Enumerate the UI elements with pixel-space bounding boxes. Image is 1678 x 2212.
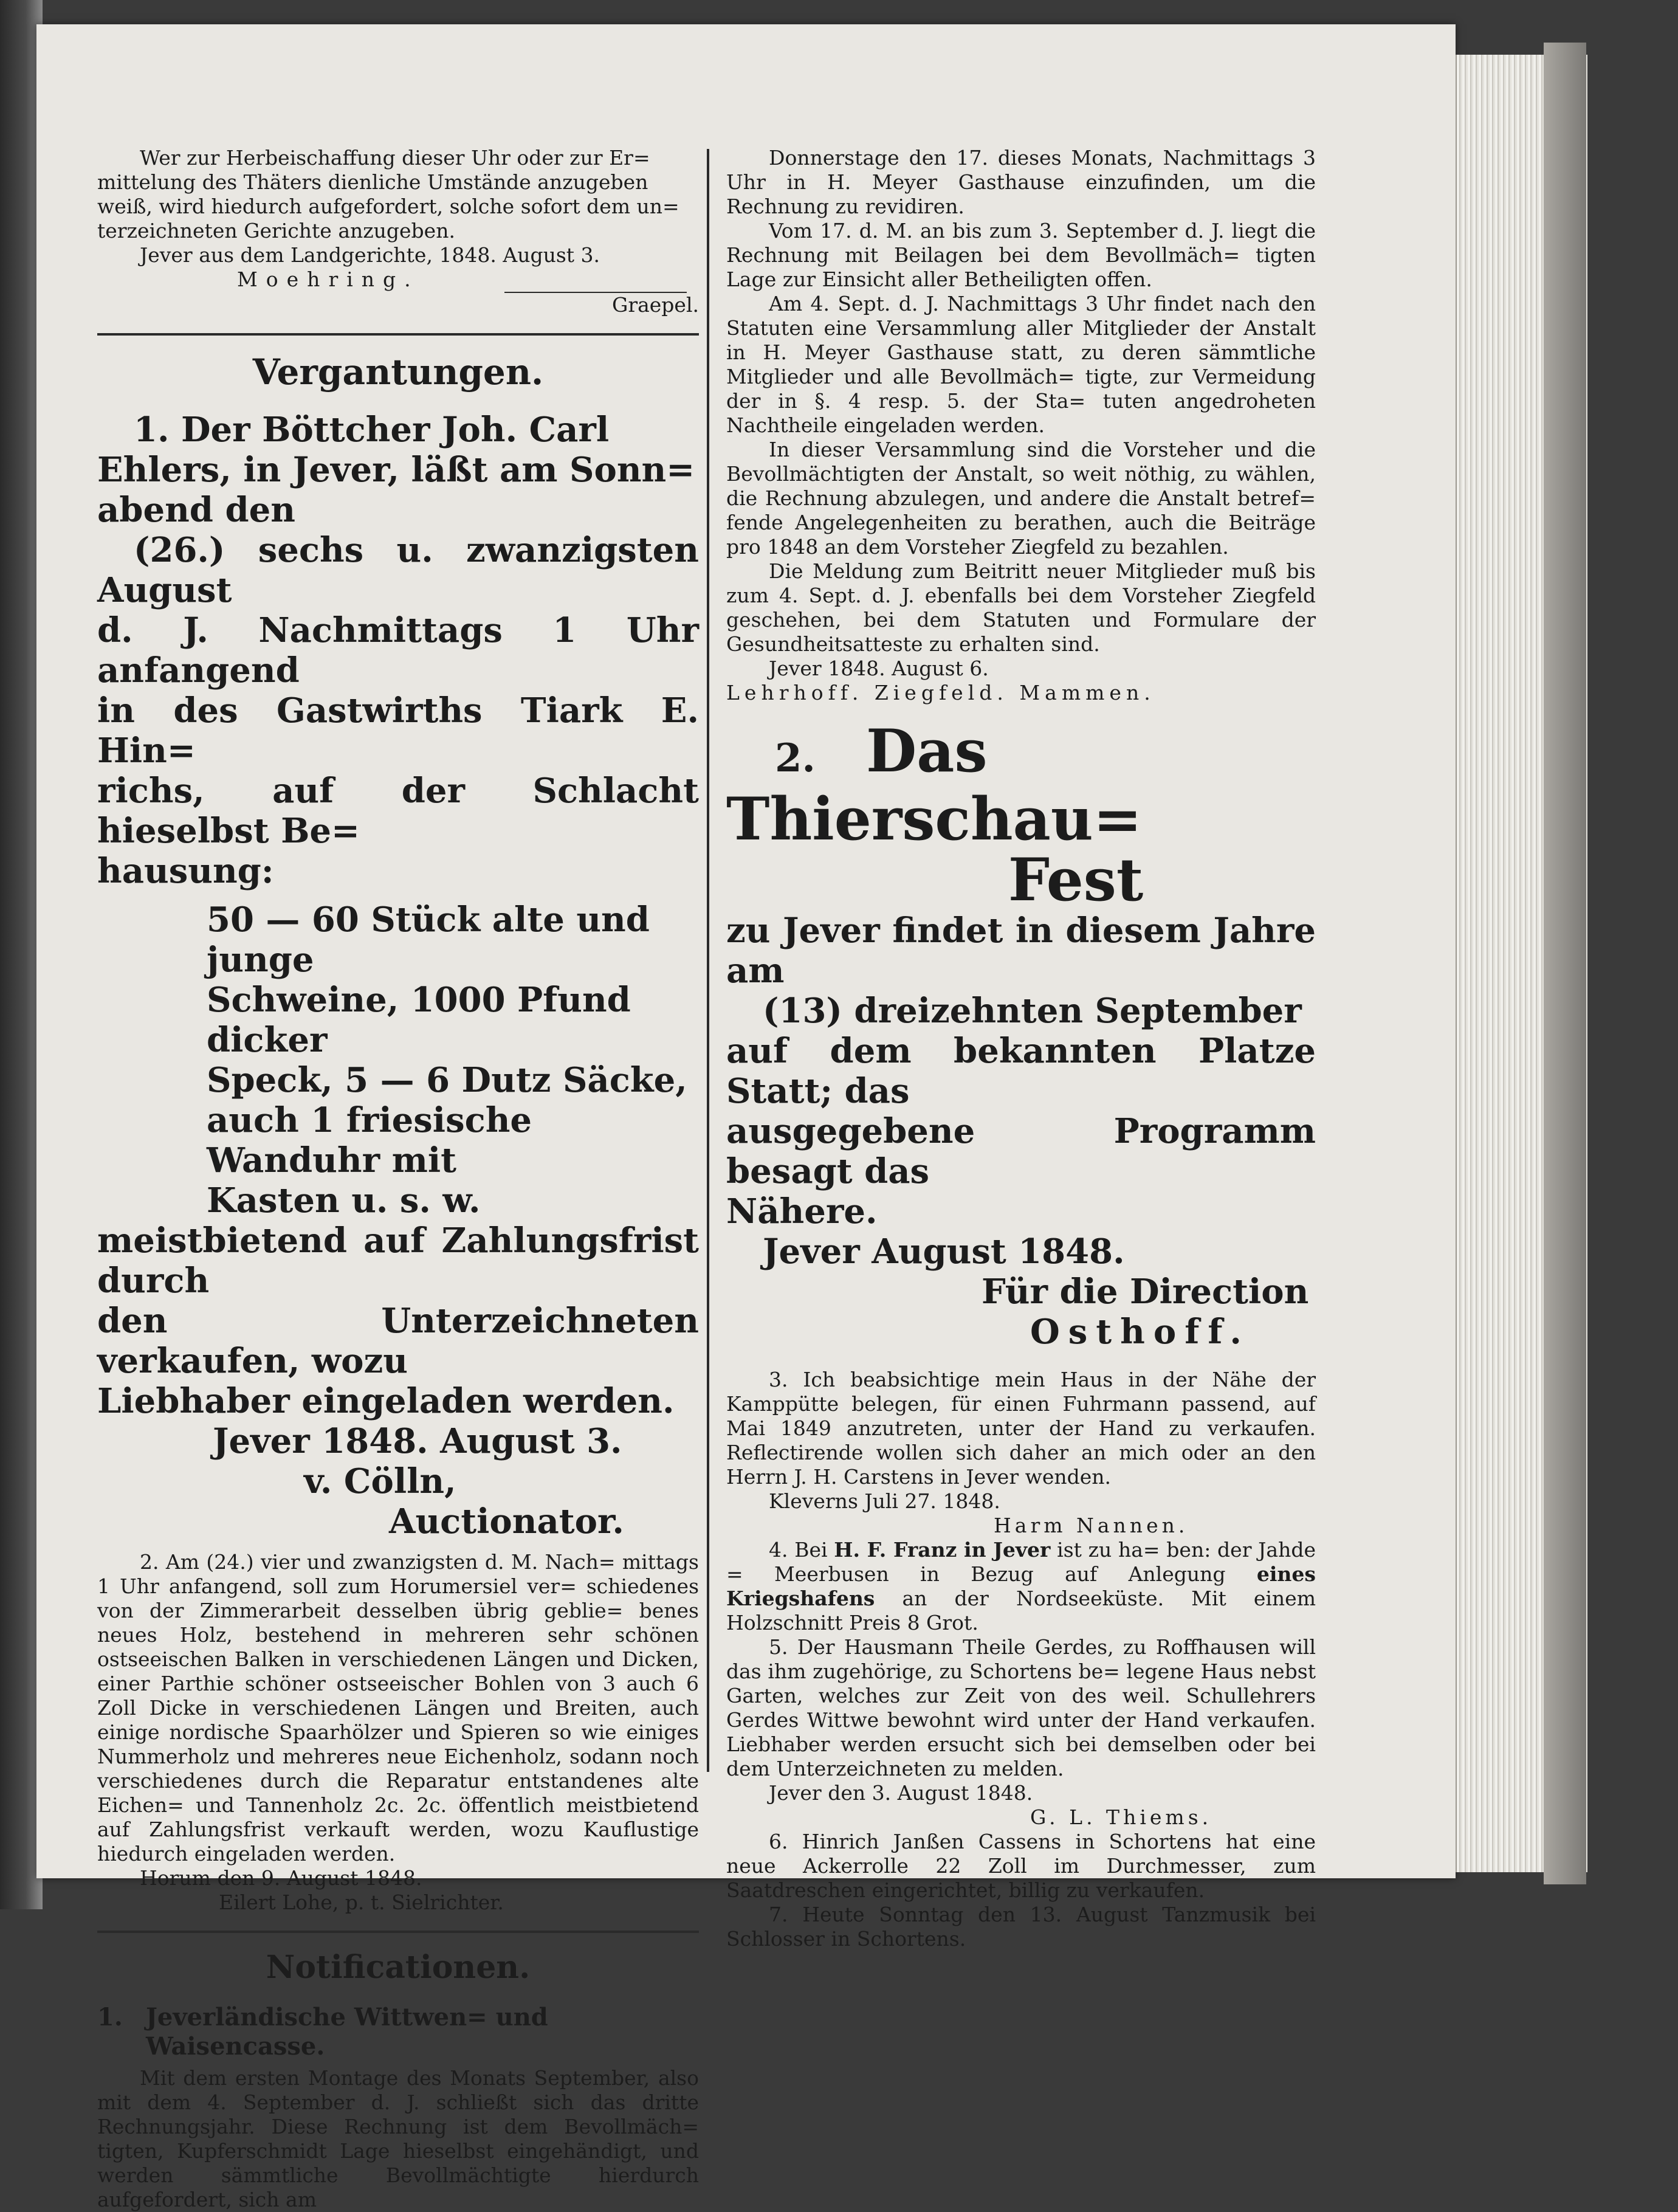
notification-6-text: 6. Hinrich Janßen Cassens in Schortens hat eine neue Ackerrolle 22 Zoll im Durchmesser, zum Saatdreschen eingerichtet, billig zu verkaufen.	[726, 1830, 1316, 1902]
intro-line: mittelung des Thäters dienliche Umstände anzugeben	[97, 170, 648, 194]
text-run: 4. Bei	[769, 1538, 828, 1562]
fest-line: ausgegebene Programm besagt das	[726, 1111, 1316, 1191]
auction-notice-1	[97, 410, 699, 1542]
publisher-name: H. F. Franz in Jever	[834, 1538, 1051, 1562]
notification-1-paragraph: Die Meldung zum Beitritt neuer Mitglieder muß bis zum 4. Sept. d. J. ebenfalls bei dem Vorsteher Ziegfeld geschehen, bei dem Statuten und Formulare der Gesundheitsatteste zu erhalten sind.	[726, 559, 1316, 656]
auction-2-signature: Eilert Lohe, p. t. Sielrichter.	[219, 1890, 504, 1914]
notification-4	[726, 1538, 1316, 1635]
intro-notice	[97, 146, 699, 317]
notification-3-text: 3. Ich beabsichtige mein Haus in der Nähe der Kamppütte belegen, für einen Fuhrmann passend, auf Mai 1849 anzutreten, unter der Hand zu verkaufen. Reflectirende wollen sich daher an mich oder an den Herrn J. H. Carstens in Jever wenden.	[726, 1368, 1316, 1489]
notification-2-headline	[726, 717, 1316, 853]
auction-line: meistbietend auf Zahlungsfrist durch	[97, 1221, 699, 1301]
text-run: an der Nordseeküste. Mit einem Holzschnitt Preis 8 Grot.	[726, 1587, 1316, 1635]
auction-line: richs, auf der Schlacht hieselbst Be=	[97, 771, 699, 851]
right-column	[726, 146, 1316, 1951]
intro-signature: Moehring.	[237, 267, 419, 291]
notification-5-signature: G. L. Thiems.	[1030, 1805, 1212, 1829]
auction-notice-2	[97, 1550, 699, 1915]
notification-5	[726, 1635, 1316, 1830]
notification-1-place: Jever 1848. August 6.	[769, 656, 989, 680]
section-heading-notificationen: Notificationen.	[266, 1949, 531, 1986]
notification-2	[726, 717, 1316, 1352]
fest-line: zu Jever findet in diesem Jahre am	[726, 911, 1316, 991]
intro-signature: Graepel.	[611, 293, 699, 317]
notification-1-title	[97, 2003, 699, 2061]
auction-item: Speck, 5 — 6 Dutz Säcke,	[207, 1060, 687, 1100]
publication-title: eines Kriegshafens	[726, 1562, 1316, 1610]
auction-line: in des Gastwirths Tiark E. Hin=	[97, 691, 699, 771]
auction-line: Liebhaber eingeladen werden.	[97, 1381, 675, 1421]
fest-line: Nähere.	[726, 1191, 878, 1232]
fest-place: Jever August 1848.	[763, 1232, 1125, 1272]
auction-line: Ehlers, in Jever, läßt am Sonn=	[97, 450, 695, 490]
text-run: ist zu ha= ben: der Jahde = Meerbusen in Bezug auf Anlegung	[726, 1538, 1316, 1586]
auction-2-place: Horum den 9. August 1848.	[140, 1866, 422, 1890]
auction-item: Schweine, 1000 Pfund dicker	[207, 980, 631, 1060]
intro-line: weiß, wird hiedurch aufgefordert, solche sofort dem un=	[97, 195, 679, 218]
notification-7-text: 7. Heute Sonntag den 13. August Tanzmusik bei Schlosser in Schortens.	[726, 1903, 1316, 1951]
notification-title-line: Waisencasse.	[146, 2032, 325, 2061]
notification-1-text: Mit dem ersten Montage des Monats September, also mit dem 4. September d. J. schließt sich das dritte Rechnungsjahr. Diese Rechnung ist dem Bevollmäch= tigten, Kupferschmidt Lage hieselbst eingehändigt, und werden sämmtliche Bevollmächtigte hierdurch aufgefordert, sich am	[97, 2066, 699, 2211]
notification-3-signature: Harm Nannen.	[994, 1514, 1189, 1537]
section-heading-vergantungen: Vergantungen.	[252, 351, 544, 393]
auction-line: abend den	[97, 490, 295, 530]
notification-number: 2.	[775, 736, 816, 781]
auction-place: Jever 1848. August 3.	[213, 1421, 622, 1461]
auction-item: auch 1 friesische Wanduhr mit	[207, 1100, 532, 1180]
notification-1-paragraph: Am 4. Sept. d. J. Nachmittags 3 Uhr findet nach den Statuten eine Versammlung aller Mitglieder der Anstalt in H. Meyer Gasthause statt, zu deren sämmtliche Mitglieder und alle Bevollmäch= tigte, zur Vermeidung der in §. 4 resp. 5. der Sta= tuten angedroheten Nachtheile eingeladen werden.	[726, 292, 1316, 437]
intro-line: Wer zur Herbeischaffung dieser Uhr oder zur Er=	[140, 146, 650, 170]
auction-item: Kasten u. s. w.	[207, 1180, 481, 1221]
book-cover	[1544, 43, 1586, 1884]
auction-line: (26.) sechs u. zwanzigsten August	[97, 530, 699, 610]
auction-line: 1. Der Böttcher Joh. Carl	[134, 410, 610, 450]
intro-line: terzeichneten Gerichte anzugeben.	[97, 219, 455, 243]
auction-signature: v. Cölln,	[304, 1461, 456, 1501]
notification-4-text	[726, 1538, 1316, 1635]
notification-5-text: 5. Der Hausmann Theile Gerdes, zu Roffhausen will das ihm zugehörige, zu Schortens be= legene Haus nebst Garten, welches zur Zeit von des weil. Schullehrers Gerdes Wittwe bewohnt wird unter der Hand verkaufen. Liebhaber werden ersucht sich bei demselben oder bei dem Unterzeichneten zu melden.	[726, 1635, 1316, 1780]
auction-2-text: 2. Am (24.) vier und zwanzigsten d. M. Nach= mittags 1 Uhr anfangend, soll zum Horumersiel ver= schiedenes von der Zimmerarbeit desselben übrig geblie= benes neues Holz, bestehend in mehreren sehr schönen ostseeischen Balken in verschiedenen Längen und Dicken, einer Parthie schöner ostseeischer Bohlen von 3 auch 6 Zoll Dicke in verschiedenen Längen und Breiten, auch einige nordische Spaarhölzer und Spieren so wie einiges Nummerholz und mehreres neue Eichenholz, sodann noch verschiedenes durch die Reparatur entstandenes alte Eichen= und Tannenholz 2c. 2c. öffentlich meistbietend auf Zahlungsfrist verkauft werden, wozu Kauflustige hiedurch eingeladen werden.	[97, 1550, 699, 1866]
notification-1-paragraph: Vom 17. d. M. an bis zum 3. September d. J. liegt die Rechnung mit Beilagen bei dem Bevollmäch= tigten Lage zur Einsicht aller Betheiligten offen.	[726, 219, 1316, 291]
notification-7	[726, 1903, 1316, 1951]
notification-2-headline: Fest	[1008, 846, 1144, 914]
left-column	[97, 146, 699, 2212]
intro-place: Jever aus dem Landgerichte, 1848. August 3.	[140, 243, 600, 267]
section-rule	[97, 1931, 699, 1933]
notification-1-signers: Lehrhoff. Ziegfeld. Mammen.	[726, 681, 1155, 705]
auction-item: 50 — 60 Stück alte und junge	[207, 900, 650, 980]
fest-signature: Für die Direction	[982, 1272, 1309, 1312]
auction-line: hausung:	[97, 851, 274, 891]
notification-number: 1.	[97, 2003, 123, 2031]
notification-title-line: Jeverländische Wittwen= und	[146, 2003, 548, 2031]
auction-signature-role: Auctionator.	[389, 1501, 624, 1542]
notification-6	[726, 1830, 1316, 1903]
notification-1-continued: Donnerstage den 17. dieses Monats, Nachmittags 3 Uhr in H. Meyer Gasthause einzufinden, um die Rechnung zu revidiren.	[726, 146, 1316, 218]
auction-line: d. J. Nachmittags 1 Uhr anfangend	[97, 610, 699, 691]
column-divider	[707, 149, 709, 1772]
notification-1-paragraph: In dieser Versammlung sind die Vorsteher und die Bevollmächtigten der Anstalt, so weit nöthig, zu wählen, die Rechnung abzulegen, und andere die Anstalt betref= fende Angelegenheiten zu berathen, auch die Beiträge pro 1848 an dem Vorsteher Ziegfeld zu bezahlen.	[726, 438, 1316, 559]
notification-3	[726, 1368, 1316, 1538]
fest-line: (13) dreizehnten September	[763, 991, 1302, 1031]
fest-signature: Osthoff.	[1030, 1312, 1250, 1352]
section-rule	[97, 333, 699, 336]
headline-line: Das Thierschau=	[726, 717, 1143, 853]
auction-line: den Unterzeichneten verkaufen, wozu	[97, 1301, 699, 1381]
notification-3-place: Kleverns Juli 27. 1848.	[769, 1489, 1000, 1513]
fest-line: auf dem bekannten Platze Statt; das	[726, 1031, 1316, 1111]
notification-5-place: Jever den 3. August 1848.	[769, 1781, 1033, 1805]
notification-1	[97, 2003, 699, 2212]
